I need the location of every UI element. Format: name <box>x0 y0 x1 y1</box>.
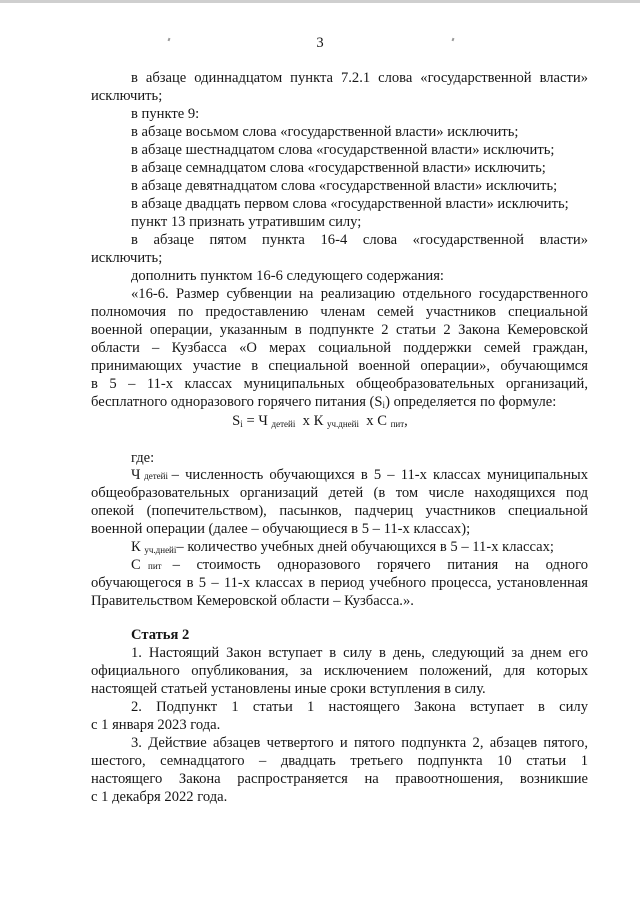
text-line: опекой (попечительством), пасынков, падчериц участников специальной <box>91 503 588 519</box>
formula-symbol: Ч <box>258 413 268 429</box>
text-line: военной операции, указанным в подпункте 2 статьи 2 Закона Кемеровской <box>91 322 588 338</box>
formula-symbol: К <box>131 539 141 555</box>
subscript: пит <box>390 419 405 429</box>
text-line <box>91 394 556 414</box>
text-line: пункт 13 признать утратившим силу; <box>131 214 362 230</box>
text-line: полномочия по предоставлению членам семей участников специальной <box>91 304 588 320</box>
text-line: 3. Действие абзацев четвертого и пятого подпункта 2, абзацев пятого, <box>131 735 588 751</box>
text-line: где: <box>131 450 155 466</box>
text-line: исключить; <box>91 88 163 104</box>
text-line <box>131 557 588 575</box>
text-line: принимающих участие в специальной военной операции», обучающимся <box>91 358 588 374</box>
formula-symbol: S <box>232 413 241 429</box>
text-line: области – Кузбасса «О мерах социальной поддержки семей граждан, <box>91 340 588 356</box>
text-run: – стоимость одноразового горячего питания на одного <box>172 557 588 573</box>
text-line: в абзаце восьмом слова «государственной власти» исключить; <box>131 124 519 140</box>
subscript: i <box>382 400 386 410</box>
formula-symbol: С <box>377 413 387 429</box>
subscript: детейi <box>271 419 296 429</box>
formula <box>0 413 640 433</box>
scan-artifact-line <box>0 0 640 3</box>
text-line: в 5 – 11-х классах муниципальных общеобразовательных организаций, <box>91 376 588 392</box>
formula-symbol: С <box>131 557 141 573</box>
text-line: в абзаце девятнадцатом слова «государственной власти» исключить; <box>131 178 558 194</box>
text-line: 2. Подпункт 1 статьи 1 настоящего Закона вступает в силу <box>131 699 588 715</box>
text-line <box>131 467 588 485</box>
article-heading: Статья 2 <box>131 627 190 643</box>
text-line: общеобразовательных организаций детей (в том числе находящихся под <box>91 485 588 501</box>
formula-symbol: К <box>313 413 324 429</box>
text-line: в абзаце шестнадцатом слова «государственной власти» исключить; <box>131 142 555 158</box>
formula-symbol: Ч <box>131 467 141 483</box>
text-line: «16-6. Размер субвенции на реализацию отдельного государственного <box>131 286 588 302</box>
text-run: ) определяется по формуле: <box>385 394 557 410</box>
text-line: с 1 января 2023 года. <box>91 717 221 733</box>
formula-operator: = <box>246 413 255 429</box>
text-line: с 1 декабря 2022 года. <box>91 789 228 805</box>
text-line: в абзаце семнадцатом слова «государственной власти» исключить; <box>131 160 546 176</box>
text-line: в пункте 9: <box>131 106 200 122</box>
text-line: настоящего Закона распространяется на правоотношения, возникшие <box>91 771 588 787</box>
formula-operator: x <box>366 413 374 429</box>
text-line: официального опубликования, за исключением положений, для которых <box>91 663 588 679</box>
subscript: i <box>240 419 243 429</box>
text-line: исключить; <box>91 250 163 266</box>
text-line: настоящей статьей установлены иные сроки вступления в силу. <box>91 681 486 697</box>
subscript: детейi <box>144 471 168 481</box>
subscript: пит <box>148 561 162 571</box>
formula-operator: x <box>302 413 310 429</box>
text-line: 1. Настоящий Закон вступает в силу в день, следующий за днем его <box>131 645 588 661</box>
text-line: в абзаце двадцать первом слова «государственной власти» исключить; <box>131 196 569 212</box>
page-number: 3 <box>316 35 324 51</box>
subscript: уч.днейi <box>326 419 359 429</box>
text-run: – количество учебных дней обучающихся в 5 – 11-х классах; <box>176 539 554 555</box>
text-run: – численность обучающихся в 5 – 11-х классах муниципальных <box>171 467 588 483</box>
formula-punctuation: , <box>404 413 408 429</box>
text-run: бесплатного одноразового горячего питания (S <box>91 394 383 410</box>
text-line: военной операции (далее – обучающиеся в 5 – 11-х классах); <box>91 521 471 537</box>
subscript: уч.днейi <box>144 545 177 555</box>
text-line: в абзаце одиннадцатом пункта 7.2.1 слова «государственной власти» <box>131 70 588 86</box>
text-line: дополнить пунктом 16-6 следующего содержания: <box>131 268 444 284</box>
text-line: обучающегося в 5 – 11-х классах в период учебного процесса, установленная <box>91 575 588 591</box>
text-line <box>131 539 554 559</box>
text-line: шестого, семнадцатого – двадцать третьего подпункта 10 статьи 1 <box>91 753 588 769</box>
text-line: Правительством Кемеровской области – Кузбасса.». <box>91 593 414 609</box>
text-line: в абзаце пятом пункта 16-4 слова «государственной власти» <box>131 232 588 248</box>
